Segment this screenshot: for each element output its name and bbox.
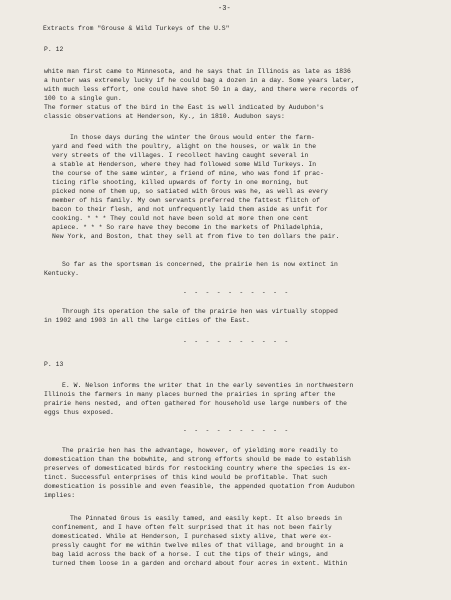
quote-line: the course of the same winter, a friend of mine, who was fond if prac-	[52, 170, 324, 177]
quote-line: very streets of the villages. I recollect having caught several in	[52, 152, 309, 159]
separator: - - - - - - - - - -	[183, 289, 291, 296]
page-number: -3-	[218, 5, 231, 13]
text-line: eggs thus exposed.	[44, 409, 114, 416]
text-line: with much less effort, one could have shot 50 in a day, and there were records of	[44, 86, 359, 93]
text-line: The former status of the bird in the East is well indicated by Audubon's	[44, 104, 324, 111]
quote-line: apiece. * * * So rare have they become in the markets of Philadelphia,	[52, 224, 324, 231]
quote-line: bacon to their flesh, and not unfrequently laid them aside as unfit for	[52, 206, 328, 213]
text-line: The prairie hen has the advantage, however, of yielding more readily to	[62, 447, 338, 454]
header-title: Extracts from "Grouse & Wild Turkeys of the U.S"	[43, 25, 230, 32]
text-line: So far as the sportsman is concerned, the prairie hen is now extinct in	[62, 261, 338, 268]
text-line: domestication is possible and even feasible, the appended quotation from Audubon	[44, 483, 355, 490]
section-label-p12: P. 12	[44, 46, 64, 53]
text-line: in 1902 and 1903 in all the large cities of the East.	[44, 317, 250, 324]
quote-line: pressly caught for me within twelve miles of that village, and brought in a	[52, 542, 344, 549]
quote-line: New York, and Boston, that they sell at from five to ten dollars the pair.	[52, 233, 340, 240]
text-line: classic observations at Henderson, Ky., in 1810. Audubon says:	[44, 113, 285, 120]
quote-line: turned them loose in a garden and orchard about four acres in extent. Within	[52, 560, 348, 567]
quote-line: yard and feed with the poultry, alight on the houses, or walk in the	[52, 143, 317, 150]
text-line: domestication than the bobwhite, and strong efforts should be made to establish	[44, 456, 351, 463]
text-line: white man first came to Minnesota, and he says that in Illinois as late as 1836	[44, 68, 351, 75]
text-line: a hunter was extremely lucky if he could bag a dozen in a day. Some years later,	[44, 77, 355, 84]
separator: - - - - - - - - - -	[183, 427, 291, 434]
text-line: Through its operation the sale of the prairie hen was virtually stopped	[62, 308, 338, 315]
quote-line: bag laid across the back of a horse. I cut the tips of their wings, and	[52, 551, 328, 558]
text-line: 100 to a single gun.	[44, 95, 122, 102]
quote-line: The Pinnated Grous is easily tamed, and easily kept. It also breeds in	[70, 515, 342, 522]
text-line: tinct. Successful enterprises of this kind would be profitable. That such	[44, 474, 328, 481]
section-label-p13: P. 13	[44, 361, 64, 368]
text-line: Illinois the farmers in many places burned the prairies in spring after the	[44, 391, 336, 398]
quote-line: cooking. * * * They could not have been sold at more then one cent	[52, 215, 309, 222]
quote-line: member of his family. My own servants preferred the fattest flitch of	[52, 197, 321, 204]
quote-line: ticing rifle shooting, killed upwards of forty in one morning, but	[52, 179, 309, 186]
quote-line: a stable at Henderson, where they had followed some Wild Turkeys. In	[52, 161, 317, 168]
text-line: prairie hens nested, and often gathered for household use large numbers of the	[44, 400, 348, 407]
text-line: Kentucky.	[44, 270, 79, 277]
text-line: preserves of domesticated birds for restocking country where the species is ex-	[44, 465, 351, 472]
quote-line: In those days during the winter the Grous would enter the farm-	[70, 134, 315, 141]
text-line: implies:	[44, 492, 76, 499]
quote-line: picked none of them up, so satiated with Grous was he, as well as every	[52, 188, 328, 195]
quote-line: confinement, and I have often felt surprised that it has not been fairly	[52, 524, 332, 531]
text-line: E. W. Nelson informs the writer that in the early seventies in northwestern	[62, 382, 354, 389]
separator: - - - - - - - - - -	[183, 338, 291, 345]
quote-line: domesticated. While at Henderson, I purchased sixty alive, that were ex-	[52, 533, 332, 540]
